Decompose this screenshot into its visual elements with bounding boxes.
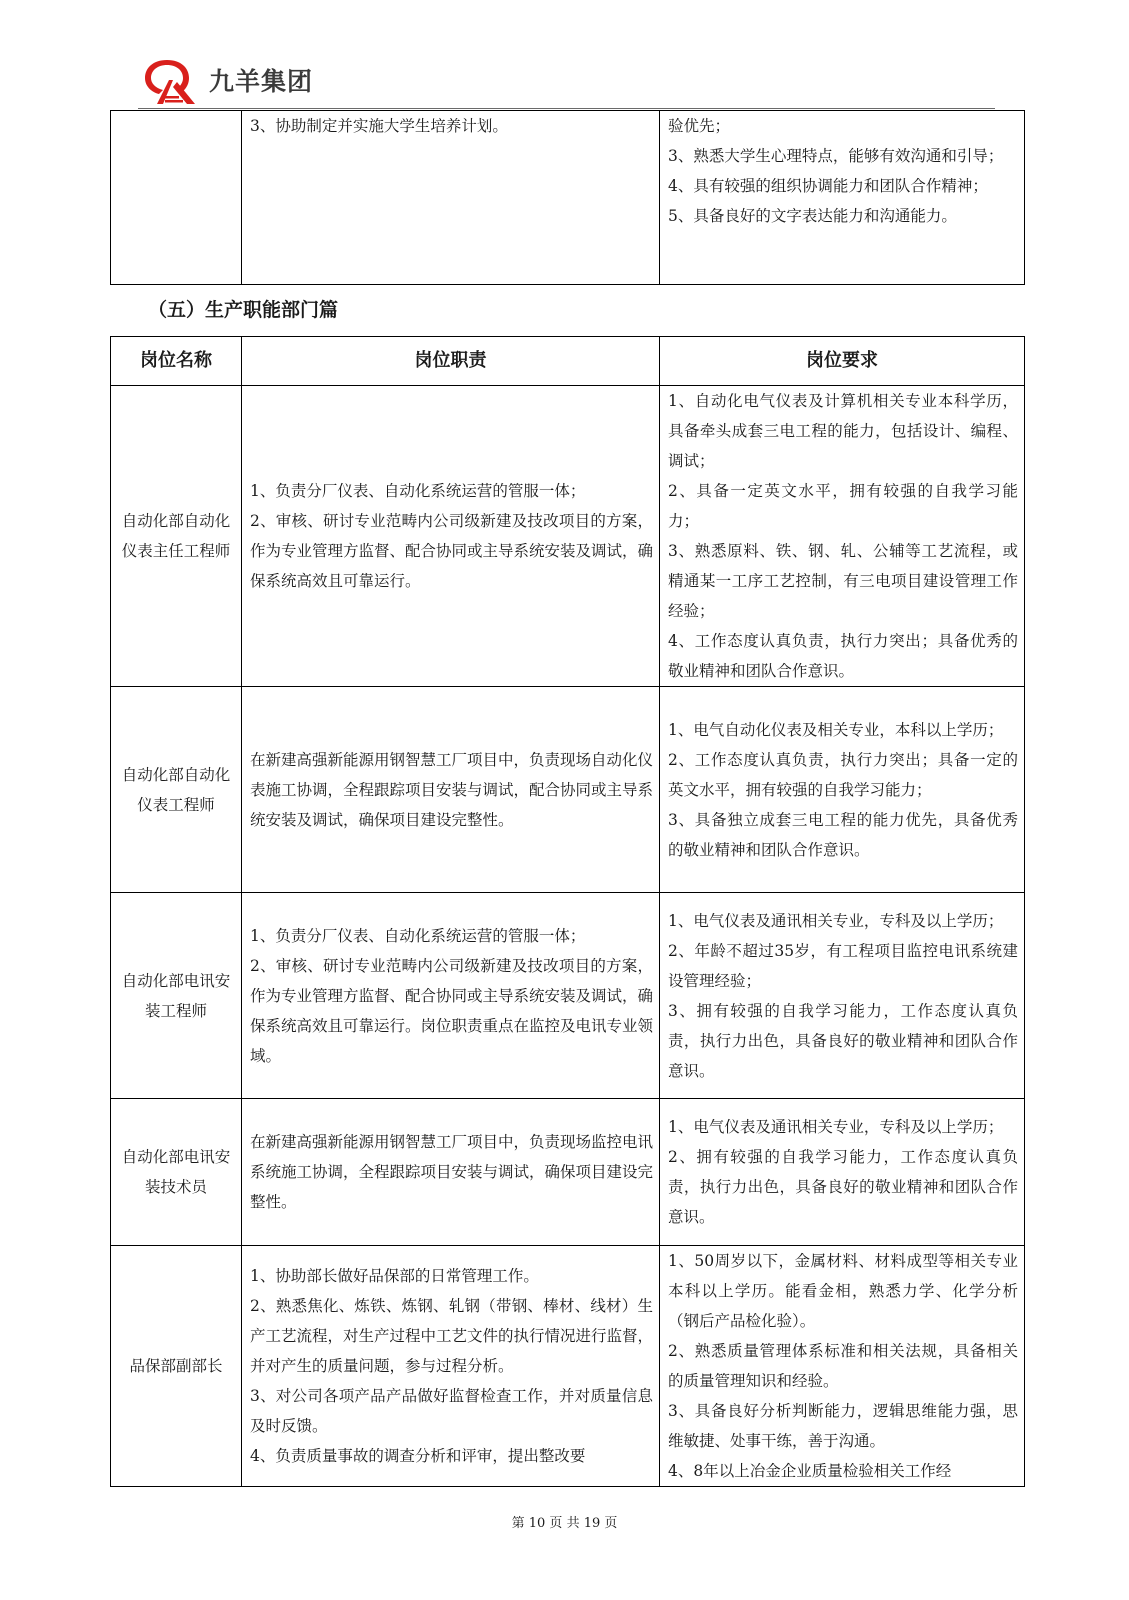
req-line: 1、电气仪表及通讯相关专业，专科及以上学历；	[668, 911, 1004, 930]
cell-position: 自动化部电讯安装技术员	[111, 1099, 242, 1246]
req-line: 2、工作态度认真负责，执行力突出；具备一定的英文水平，拥有较强的自我学习能力；	[668, 750, 1018, 799]
cell-duty	[242, 386, 660, 687]
req-line: 3、熟悉原料、铁、钢、轧、公辅等工艺流程，或精通某一工序工艺控制，有三电项目建设管理工作经验；	[668, 542, 1018, 620]
req-line: 2、拥有较强的自我学习能力，工作态度认真负责，执行力出色，具备良好的敬业精神和团队合作意识。	[668, 1148, 1018, 1226]
req-line: 2、年龄不超过35岁，有工程项目监控电讯系统建设管理经验；	[668, 941, 1018, 990]
req-line: 4、8年以上冶金企业质量检验相关工作经	[668, 1462, 952, 1480]
company-name: 九羊集团	[209, 67, 314, 96]
cell-duty	[242, 1246, 660, 1487]
duty-line: 1、负责分厂仪表、自动化系统运营的管服一体；	[250, 482, 586, 500]
document-body	[110, 110, 1024, 1487]
table-row	[111, 111, 1025, 285]
duty-line: 2、审核、研讨专业范畴内公司级新建及技改项目的方案，作为专业管理方监督、配合协同或主导系统安装及调试，确保系统高效且可靠运行。岗位职责重点在监控及电讯专业领域。	[250, 956, 654, 1065]
duty-line: 在新建高强新能源用钢智慧工厂项目中，负责现场监控电讯系统施工协调，全程跟踪项目安装与调试，确保项目建设完整性。	[250, 1133, 654, 1211]
req-line: 2、熟悉质量管理体系标准和相关法规，具备相关的质量管理知识和经验。	[668, 1342, 1018, 1390]
header-position: 岗位名称	[111, 337, 242, 386]
duty-line: 2、熟悉焦化、炼铁、炼钢、轧钢（带钢、棒材、线材）生产工艺流程，对生产过程中工艺文件的执行情况进行监督，并对产生的质量问题，参与过程分析。	[250, 1297, 654, 1375]
page-footer: 第 10 页 共 19 页	[511, 1516, 618, 1531]
duty-line: 1、负责分厂仪表、自动化系统运营的管服一体；	[250, 926, 586, 945]
cell-position: 自动化部电讯安装工程师	[111, 893, 242, 1099]
duty-line: 1、协助部长做好品保部的日常管理工作。	[250, 1267, 539, 1285]
cell-requirements	[660, 386, 1025, 687]
table-row	[111, 687, 1025, 893]
table-row	[111, 1099, 1025, 1246]
header-duty: 岗位职责	[242, 337, 660, 386]
cell-requirements	[660, 893, 1025, 1099]
req-line: 1、电气仪表及通讯相关专业，专科及以上学历；	[668, 1118, 1004, 1136]
cell-duty	[242, 893, 660, 1099]
cell-requirements	[660, 1246, 1025, 1487]
section-title: （五）生产职能部门篇	[148, 299, 339, 321]
req-line: 4、具有较强的组织协调能力和团队合作精神；	[668, 177, 988, 195]
table-header-row	[111, 337, 1025, 386]
continued-table	[110, 110, 1025, 285]
cell-position: 品保部副部长	[111, 1246, 242, 1487]
table-row	[111, 1246, 1025, 1487]
cell-requirements	[660, 1099, 1025, 1246]
cell-duty	[242, 687, 660, 893]
req-line: 1、50周岁以下，金属材料、材料成型等相关专业本科以上学历。能看金相，熟悉力学、化学分析（钢后产品检化验）。	[668, 1252, 1018, 1330]
table-row	[111, 893, 1025, 1099]
cell-position	[111, 111, 242, 285]
table-row	[111, 386, 1025, 687]
duty-line: 在新建高强新能源用钢智慧工厂项目中，负责现场自动化仪表施工协调，全程跟踪项目安装与调试，配合协同或主导系统安装及调试，确保项目建设完整性。	[250, 750, 654, 829]
req-line: 3、具备良好分析判断能力，逻辑思维能力强，思维敏捷、处事干练，善于沟通。	[668, 1402, 1018, 1450]
company-logo	[143, 55, 313, 105]
req-line: 1、自动化电气仪表及计算机相关专业本科学历，具备牵头成套三电工程的能力，包括设计、编程、调试；	[668, 392, 1018, 470]
req-line: 5、具备良好的文字表达能力和沟通能力。	[668, 207, 957, 225]
req-line: 1、电气自动化仪表及相关专业，本科以上学历；	[668, 720, 1004, 739]
duty-line: 3、协助制定并实施大学生培养计划。	[250, 117, 508, 135]
cell-requirements	[660, 687, 1025, 893]
req-line: 2、具备一定英文水平，拥有较强的自我学习能力；	[668, 482, 1018, 530]
req-line: 验优先；	[668, 117, 731, 135]
cell-position: 自动化部自动化仪表工程师	[111, 687, 242, 893]
req-line: 4、工作态度认真负责，执行力突出；具备优秀的敬业精神和团队合作意识。	[668, 632, 1018, 680]
cell-position: 自动化部自动化仪表主任工程师	[111, 386, 242, 687]
req-line: 3、熟悉大学生心理特点，能够有效沟通和引导；	[668, 147, 1004, 165]
duty-line: 4、负责质量事故的调查分析和评审，提出整改要	[250, 1447, 586, 1465]
duty-line: 3、对公司各项产品产品做好监督检查工作，并对质量信息及时反馈。	[250, 1387, 653, 1435]
cell-duty	[242, 1099, 660, 1246]
logo-icon	[143, 56, 205, 104]
req-line: 3、拥有较强的自我学习能力，工作态度认真负责，执行力出色，具备良好的敬业精神和团队合作意识。	[668, 1001, 1018, 1080]
header-divider	[138, 108, 995, 109]
header-requirements: 岗位要求	[660, 337, 1025, 386]
req-line: 3、具备独立成套三电工程的能力优先，具备优秀的敬业精神和团队合作意识。	[668, 810, 1018, 859]
cell-requirements	[660, 111, 1025, 285]
duty-line: 2、审核、研讨专业范畴内公司级新建及技改项目的方案，作为专业管理方监督、配合协同或主导系统安装及调试，确保系统高效且可靠运行。	[250, 512, 654, 590]
cell-duty	[242, 111, 660, 285]
positions-table	[110, 336, 1025, 1487]
